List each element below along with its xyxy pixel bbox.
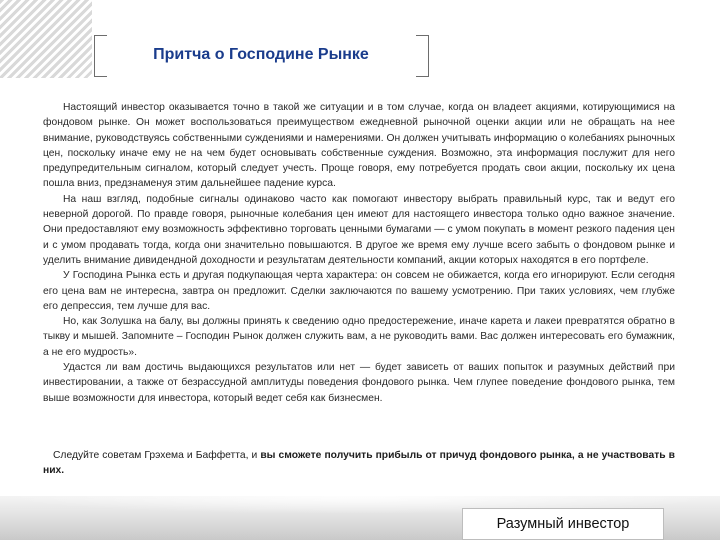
footer-label: Разумный инвестор (462, 508, 664, 540)
slide-title: Притча о Господине Рынке (153, 46, 369, 63)
paragraph: У Господина Рынка есть и другая подкупающая черта характера: он совсем не обижается, когда его игнорируют. Если сегодня его цена вам не интересна, завтра он предложит. Сделки заключаются по вашему усмотрению. При таких условиях, чем глубже его депрессия, тем лучше для вас. (43, 270, 675, 312)
conclusion-paragraph (43, 448, 675, 479)
conclusion-plain: Следуйте советам Грэхема и Баффетта, и (53, 450, 261, 461)
decorative-stripes (0, 0, 92, 78)
paragraph: Настоящий инвестор оказывается точно в такой же ситуации и в том случае, когда он владеет акциями, котирующимися на фондовом рынке. Он может воспользоваться преимуществом ежедневной рыночной оценки акции или не обращать на нее внимание, руководствуясь собственными суждениями и намерениями. Он должен учитывать информацию о колебаниях рыночных цен, поскольку иначе ему не на чем будет основывать собственные суждения. Возможно, эта информация послужит для него предупредительным сигналом, который следует учесть. Проще говоря, ему потребуется продать свои акции, поскольку их цена пошла вниз, предзнаменуя этим дальнейшее падение курса. (43, 102, 675, 190)
slide-body (43, 100, 675, 406)
conclusion-bold: вы сможете получить прибыль от причуд фондового рынка, а не участвовать в них. (43, 450, 675, 477)
paragraph: Но, как Золушка на балу, вы должны принять к сведению одно предостережение, иначе карета и лакеи превратятся обратно в тыкву и мышей. Запомните – Господин Рынок должен служить вам, а не руководить вами. Вас должен интересовать его бумажник, а не его мудрость». (43, 316, 675, 358)
paragraph: Удастся ли вам достичь выдающихся результатов или нет — будет зависеть от ваших попыток и разумных действий при инвестировании, а также от безрассудной амплитуды поведения фондового рынка. Чем глупее поведение фондового рынка, тем выше возможности для инвестора, который ведет себя как бизнесмен. (43, 362, 675, 404)
title-bracket-right (416, 35, 429, 77)
paragraph: На наш взгляд, подобные сигналы одинаково часто как помогают инвестору выбрать правильный курс, так и ведут его неверной дорогой. По правде говоря, рыночные колебания цен имеют для настоящего инвестора только одно важное значение. Они предоставляют ему возможность эффективно торговать ценными бумагами — с умом покупать в момент резкого падения цен и с умом продавать тогда, когда они значительно повышаются. В другое же время ему лучше всего забыть о фондовом рынке и уделить внимание дивидендной доходности и результатам деятельности компаний, акции которых находятся в его портфеле. (43, 193, 675, 266)
